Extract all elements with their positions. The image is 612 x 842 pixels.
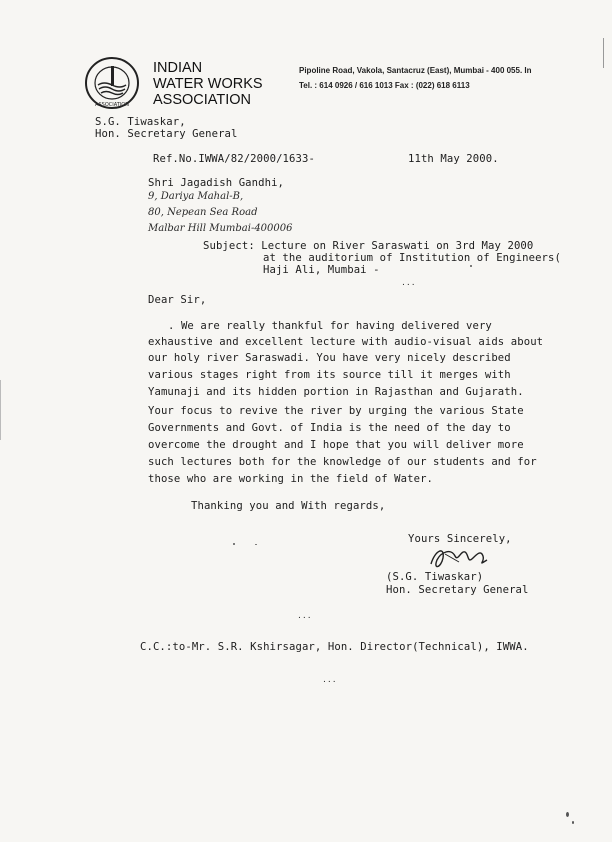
body-line: various stages right from its source till it merges with: [148, 369, 511, 381]
yours-sincerely: Yours Sincerely,: [408, 533, 512, 545]
separator-dots: ...: [298, 611, 313, 621]
body-line: overcome the drought and I hope that you will deliver more: [148, 439, 524, 451]
carbon-copy: C.C.:to-Mr. S.R. Kshirsagar, Hon. Director(Technical), IWWA.: [140, 641, 529, 653]
recipient-name: Shri Jagadish Gandhi,: [148, 177, 285, 189]
body-line: Yamunaji and its hidden portion in Rajasthan and Gujarath.: [148, 386, 524, 398]
scan-speck: [0, 380, 1, 440]
signatory-title: Hon. Secretary General: [386, 584, 529, 596]
sender-name: S.G. Tiwaskar,: [95, 116, 186, 128]
logo-text: ASSOCIATION: [95, 102, 129, 108]
subject-line: Subject: Lecture on River Saraswati on 3rd May 2000: [203, 240, 534, 252]
subject-line: at the auditorium of Institution of Engineers(: [263, 252, 561, 264]
org-phone: Tel. : 614 0926 / 616 1013 Fax : (022) 618 6113: [299, 81, 470, 90]
iwwa-logo: [82, 54, 148, 114]
scan-speck: [566, 812, 569, 817]
signatory-name: (S.G. Tiwaskar): [386, 571, 484, 583]
organization-name: [153, 60, 283, 108]
subject-line: Haji Ali, Mumbai -: [263, 264, 380, 276]
org-name-line: INDIAN: [153, 60, 203, 76]
scan-speck: [233, 543, 235, 545]
recipient-address-line: Malbar Hill Mumbai-400006: [148, 223, 293, 234]
body-line: Your focus to revive the river by urging the various State: [148, 405, 524, 417]
body-line: such lectures both for the knowledge of our students and for: [148, 456, 537, 468]
body-line: . We are really thankful for having delivered very: [168, 320, 492, 332]
body-line: exhaustive and excellent lecture with audio-visual aids about: [148, 336, 544, 348]
body-line: our holy river Saraswadi. You have very nicely described: [148, 352, 511, 364]
org-name-line: WATER WORKS: [153, 76, 263, 92]
signature: [425, 540, 495, 574]
org-address: Pipoline Road, Vakola, Santacruz (East), Mumbai - 400 055. In: [299, 66, 532, 75]
reference-number: Ref.No.IWWA/82/2000/1633-: [153, 153, 315, 165]
separator-dots: ...: [323, 675, 338, 685]
scan-speck: [255, 544, 257, 545]
body-line: those who are working in the field of Water.: [148, 473, 434, 485]
scan-speck: [470, 265, 472, 267]
sender-title: Hon. Secretary General: [95, 128, 238, 140]
scan-speck: [572, 821, 574, 824]
closing: Thanking you and With regards,: [191, 500, 386, 512]
letter-date: 11th May 2000.: [408, 153, 499, 165]
recipient-address-line: 9, Dariya Mahal-B,: [148, 191, 244, 202]
salutation: Dear Sir,: [148, 294, 207, 306]
separator-dots: ...: [402, 278, 417, 288]
recipient-address-line: 80, Nepean Sea Road: [148, 207, 258, 218]
body-line: Governments and Govt. of India is the need of the day to: [148, 422, 511, 434]
scan-speck: [603, 38, 604, 68]
org-name-line: ASSOCIATION: [153, 92, 252, 108]
